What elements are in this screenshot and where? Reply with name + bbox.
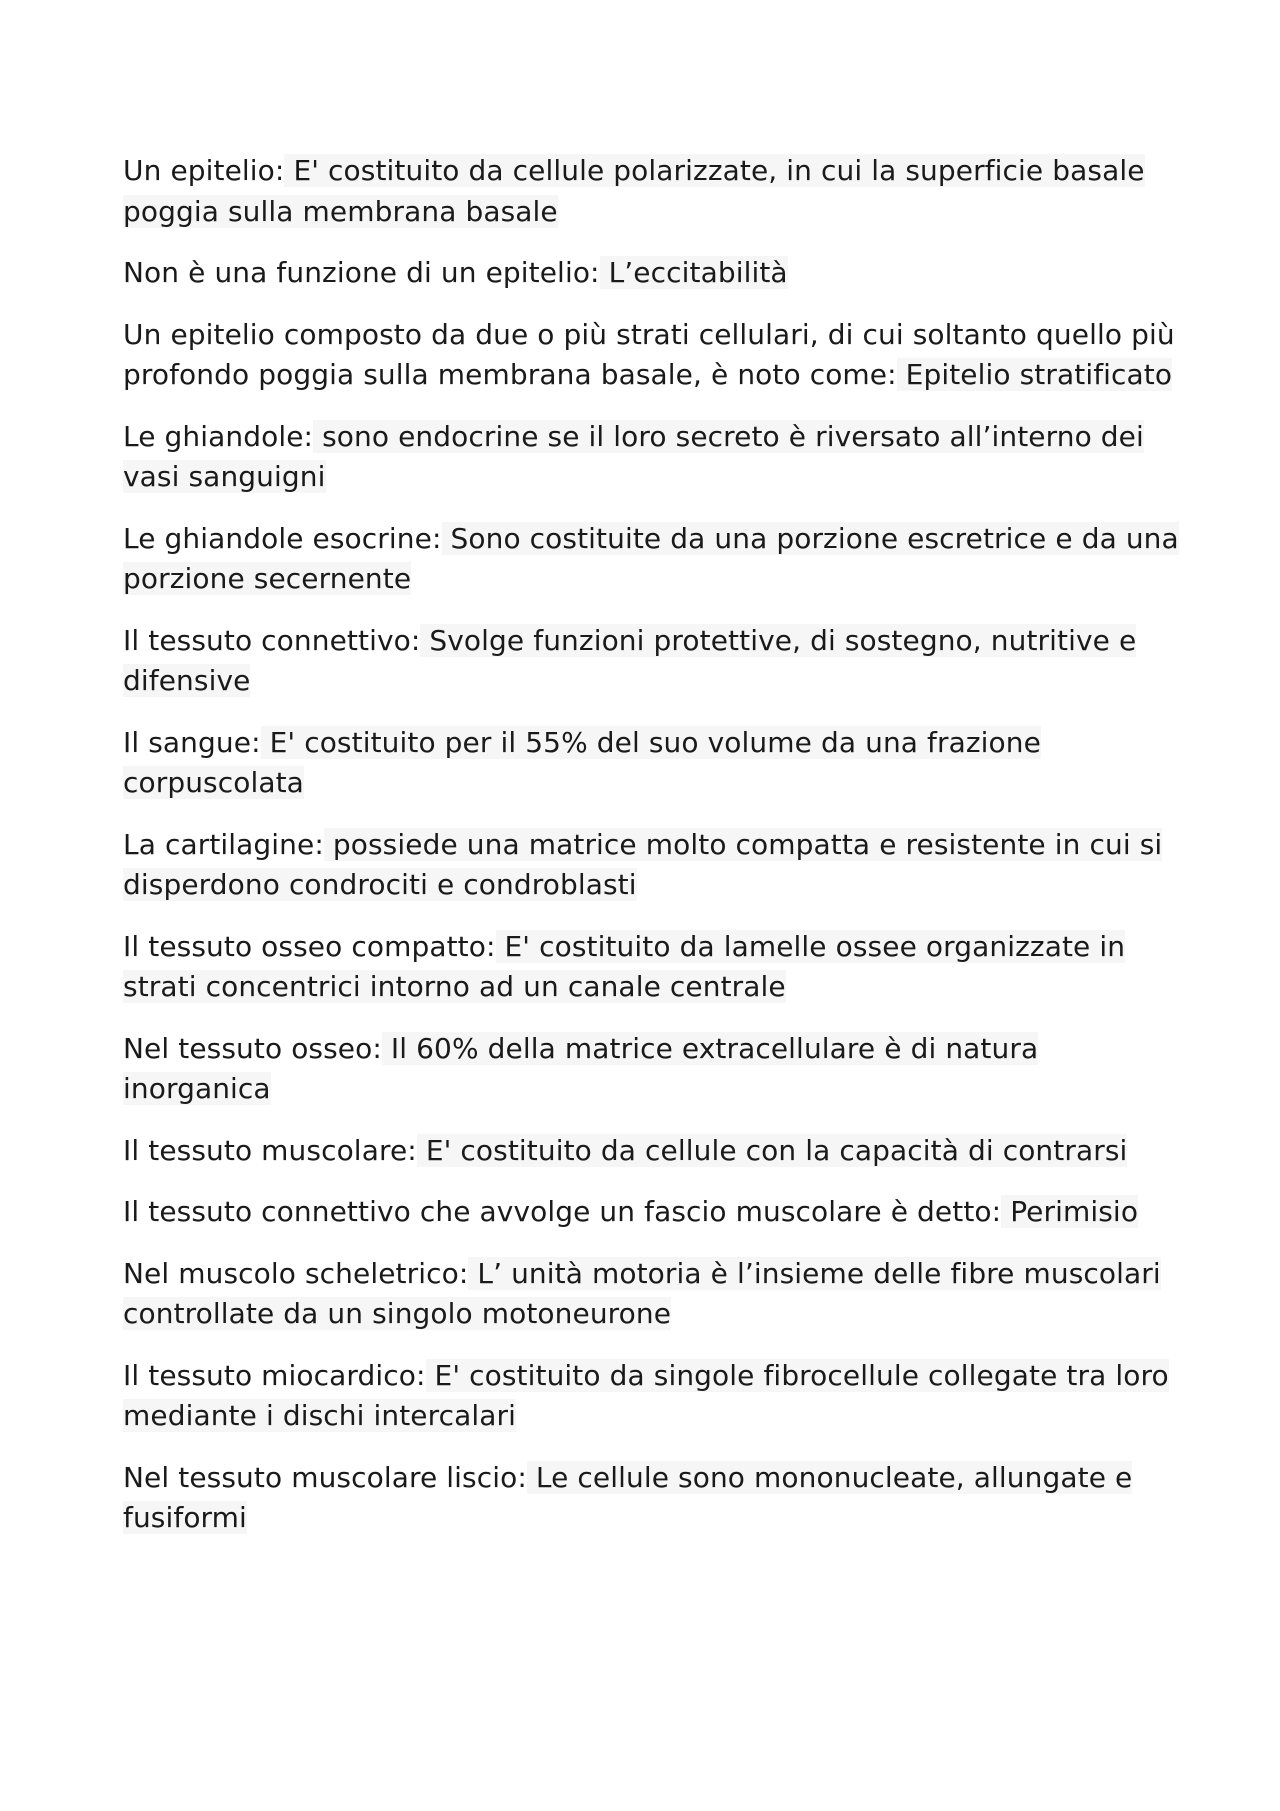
item-term: Un epitelio composto da due o più strati cellulari, di cui soltanto quello più profondo poggia sulla membrana basale, è noto come: (123, 317, 1175, 391)
list-item (123, 417, 1183, 498)
item-answer: Il 60% della matrice extracellulare è di natura inorganica (123, 1031, 1039, 1105)
list-item (123, 1192, 1183, 1233)
item-term: Nel muscolo scheletrico: (123, 1256, 469, 1290)
list-item (123, 253, 1183, 294)
list-item (123, 621, 1183, 702)
item-term: Il tessuto osseo compatto: (123, 929, 496, 963)
item-term: Non è una funzione di un epitelio: (123, 256, 600, 289)
item-answer: Svolge funzioni protettive, di sostegno, nutritive e difensive (123, 623, 1137, 697)
item-answer: Le cellule sono mononucleate, allungate e fusiformi (123, 1460, 1133, 1534)
document-body (123, 151, 1183, 1560)
item-term: Un epitelio: (123, 154, 285, 187)
item-answer: E' costituito da cellule con la capacità di contrarsi (416, 1133, 1128, 1167)
item-answer: sono endocrine se il loro secreto è riversato all’interno dei vasi sanguigni (123, 419, 1144, 493)
item-term: Nel tessuto osseo: (123, 1031, 382, 1065)
item-answer: Perimisio (1001, 1195, 1139, 1228)
item-answer: L’ unità motoria è l’insieme delle fibre muscolari controllate da un singolo motoneurone (123, 1256, 1161, 1330)
item-answer: E' costituito per il 55% del suo volume da una frazione corpuscolata (123, 725, 1041, 799)
item-answer: E' costituito da lamelle ossee organizzate in strati concentrici intorno ad un canale centrale (123, 929, 1126, 1003)
item-answer: possiede una matrice molto compatta e resistente in cui si disperdono condrociti e condroblasti (123, 827, 1163, 901)
list-item (123, 1356, 1183, 1437)
item-term: La cartilagine: (123, 827, 324, 861)
list-item (123, 1029, 1183, 1110)
item-answer: L’eccitabilità (599, 256, 788, 289)
list-item (123, 519, 1183, 600)
list-item (123, 723, 1183, 804)
item-answer: Epitelio stratificato (896, 358, 1173, 391)
item-term: Il sangue: (123, 725, 261, 759)
list-item (123, 1254, 1183, 1335)
list-item (123, 151, 1183, 232)
list-item (123, 825, 1183, 906)
item-term: Nel tessuto muscolare liscio: (123, 1460, 527, 1494)
item-answer: E' costituito da cellule polarizzate, in cui la superficie basale poggia sulla membrana basale (123, 154, 1145, 228)
item-answer: Sono costituite da una porzione escretrice e da una porzione secernente (123, 521, 1179, 595)
item-term: Il tessuto muscolare: (123, 1133, 417, 1167)
list-item (123, 1131, 1183, 1172)
item-term: Il tessuto connettivo: (123, 623, 421, 657)
list-item (123, 1458, 1183, 1539)
item-term: Il tessuto connettivo che avvolge un fascio muscolare è detto: (123, 1195, 1002, 1228)
item-term: Le ghiandole: (123, 419, 314, 453)
item-answer: E' costituito da singole fibrocellule collegate tra loro mediante i dischi intercalari (123, 1358, 1169, 1432)
item-term: Il tessuto miocardico: (123, 1358, 426, 1392)
list-item (123, 927, 1183, 1008)
item-term: Le ghiandole esocrine: (123, 521, 442, 555)
list-item (123, 315, 1183, 396)
